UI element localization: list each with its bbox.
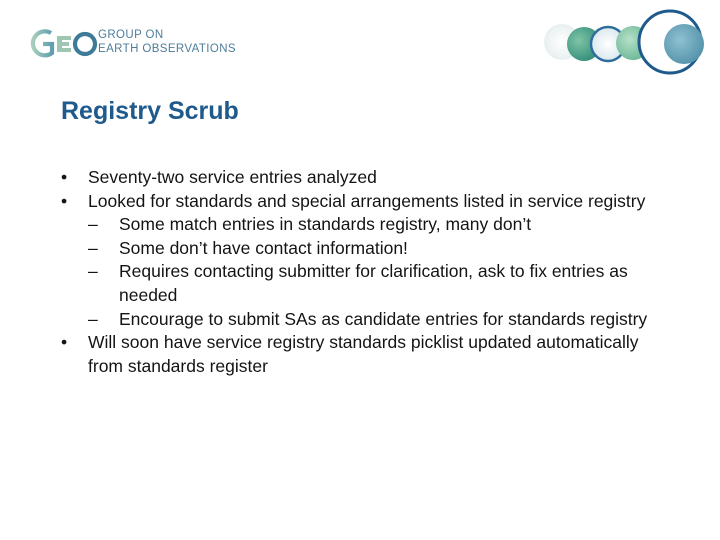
bullet-item: [61, 331, 671, 378]
dash-marker: –: [88, 214, 98, 235]
logo-line-2: EARTH OBSERVATIONS: [98, 42, 236, 55]
bullet-item: [61, 166, 671, 190]
bullet-item: [61, 190, 671, 214]
logo-wordmark: [98, 29, 236, 56]
sub-bullet-item: [61, 260, 671, 307]
bullet-list: [61, 166, 671, 378]
sub-bullet-item: [61, 308, 671, 332]
bullet-marker: •: [61, 332, 68, 353]
bullet-text: Some match entries in standards registry, many don’t: [119, 214, 532, 235]
bullet-text: Encourage to submit SAs as candidate entries for standards registry: [119, 308, 648, 329]
bullet-text: Will soon have service registry standards picklist updated automatically from standards register: [88, 332, 639, 376]
sub-bullet-item: [61, 213, 671, 237]
slide-title: Registry Scrub: [61, 97, 239, 125]
bullet-marker: •: [61, 190, 68, 211]
dash-marker: –: [88, 237, 98, 258]
bullet-marker: •: [61, 167, 68, 187]
logo-line-1: GROUP ON: [98, 29, 164, 41]
bullet-text: Requires contacting submitter for clarification, ask to fix entries as needed: [119, 261, 628, 305]
dash-marker: –: [88, 261, 98, 282]
bullet-text: Seventy-two service entries analyzed: [88, 167, 377, 187]
overlapping-circles-icon: [540, 4, 720, 78]
bullet-text: Looked for standards and special arrangements listed in service registry: [88, 190, 646, 211]
sub-bullet-item: [61, 237, 671, 261]
dash-marker: –: [88, 308, 98, 329]
bullet-text: Some don’t have contact information!: [119, 237, 408, 258]
